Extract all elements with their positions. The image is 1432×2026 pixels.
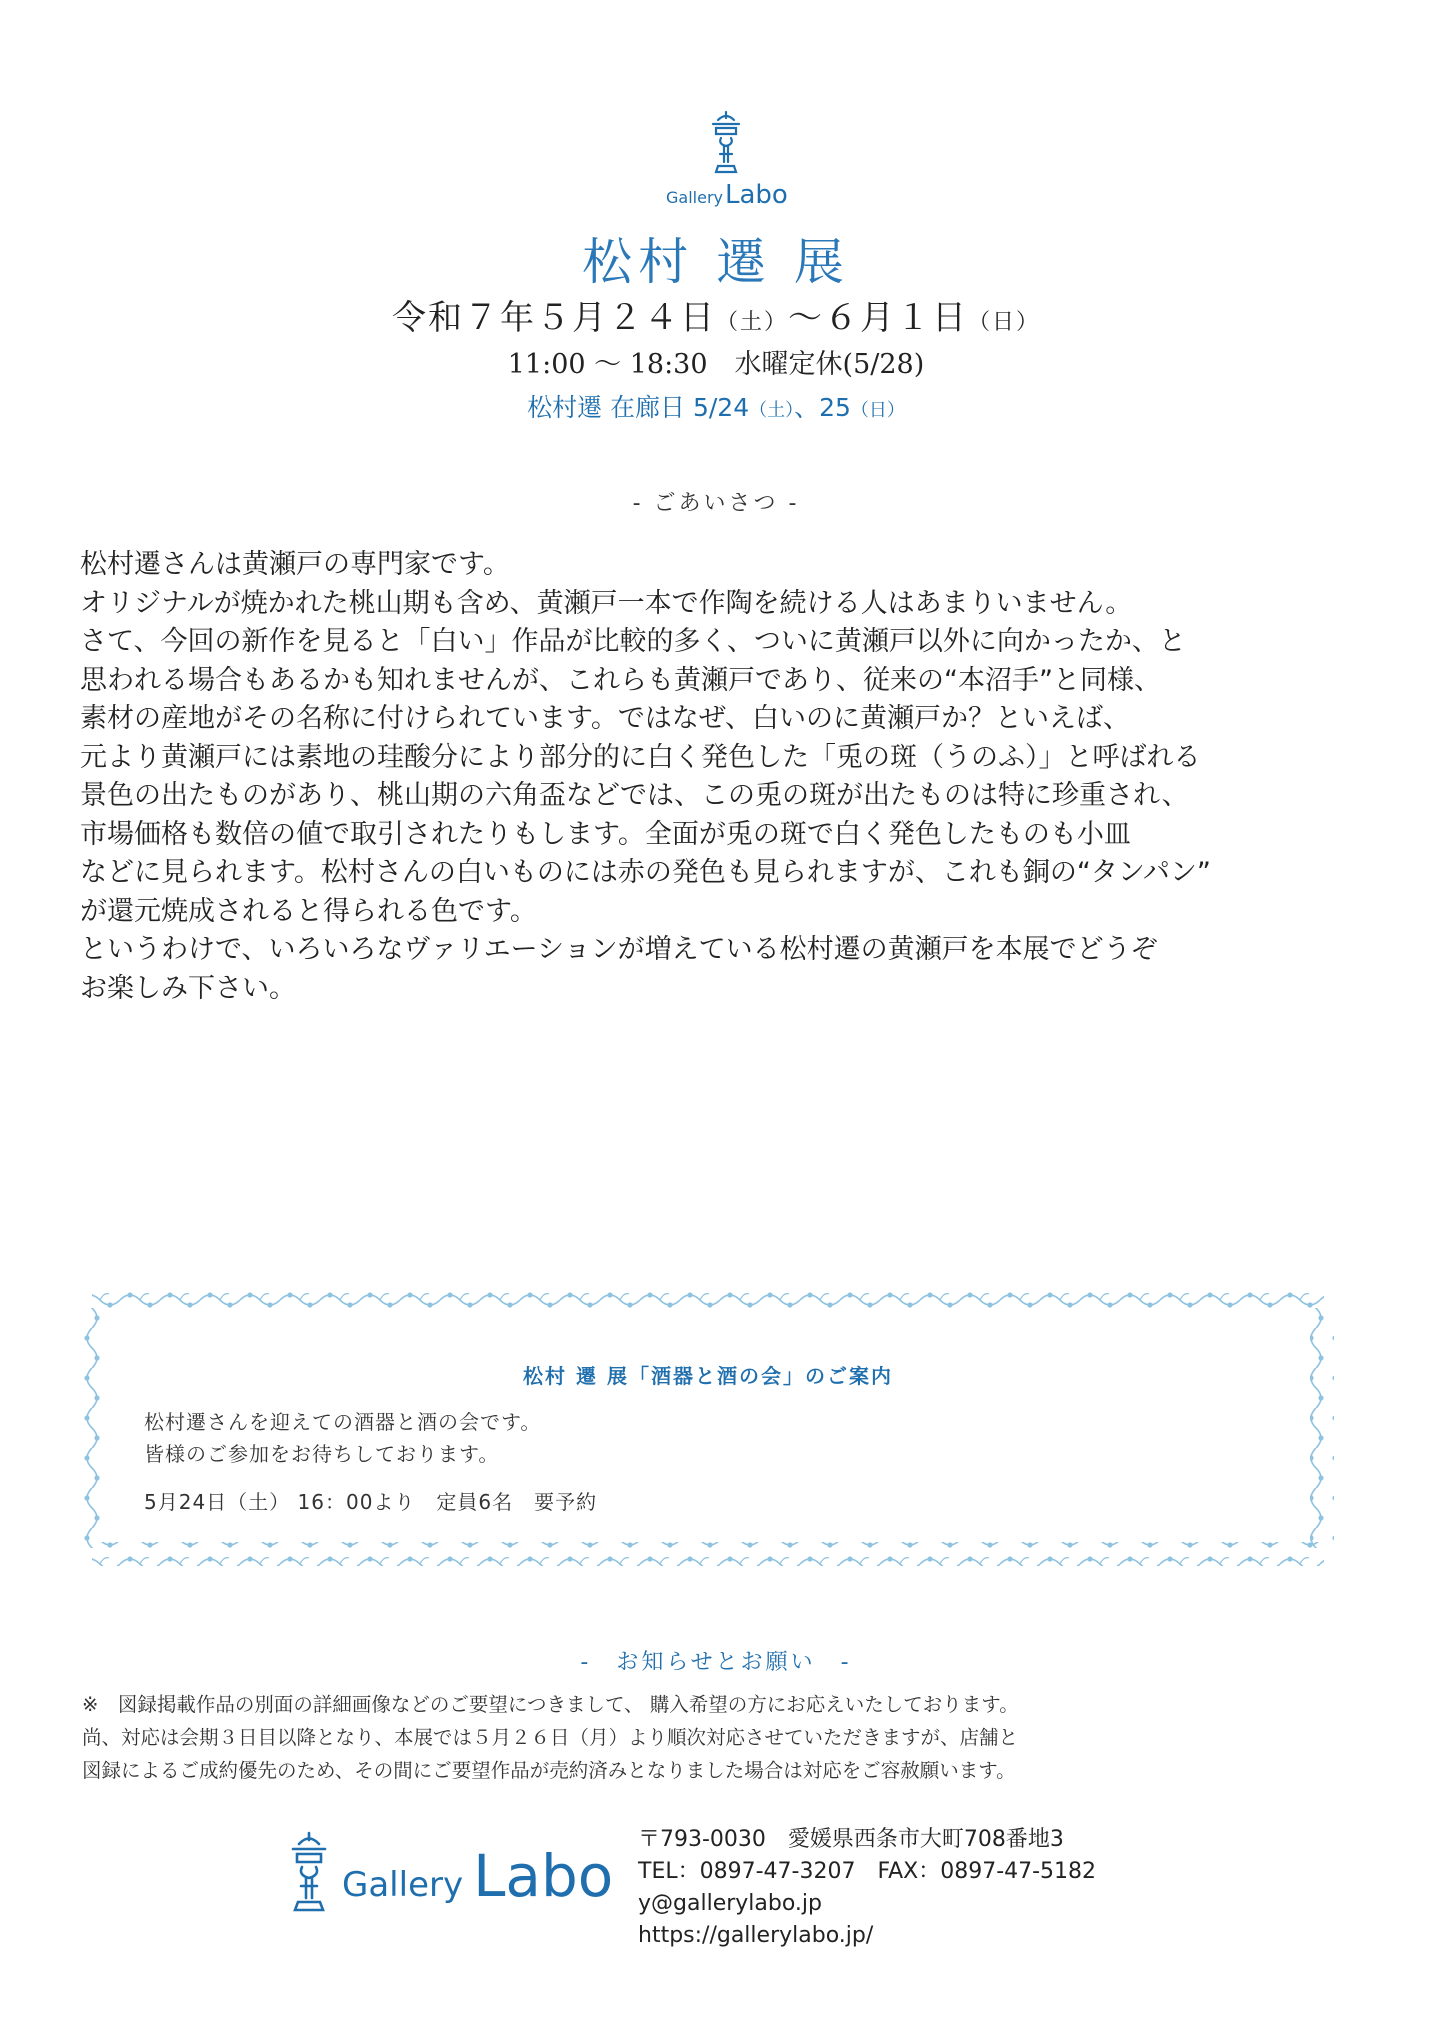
footer-brand-gallery: Gallery (342, 1865, 464, 1905)
greeting-line: 市場価格も数倍の値で取引されたりもします。全面が兎の斑で白く発色したものも小皿 (80, 818, 1131, 850)
presence-sat: （土） (749, 400, 795, 421)
presence-sun: （日） (850, 400, 905, 421)
notice-body (82, 1688, 1362, 1787)
greeting-line: が還元焼成されると得られる色です。 (80, 895, 537, 927)
gallery-logo-top (666, 110, 788, 210)
dates-sun: （日） (968, 310, 1041, 335)
greeting-line: 素材の産地がその名称に付けられています。ではなぜ、白いのに黄瀬戸か？といえば、 (80, 703, 1131, 734)
brand-gallery-text: Gallery (666, 188, 723, 207)
greeting-line: オリジナルが焼かれた桃山期も含め、黄瀬戸一本で作陶を続ける人はあまりいません。 (80, 587, 1133, 619)
lantern-logo-icon (666, 110, 786, 180)
notice-line: 尚、対応は会期３日目以降となり、本展では５月２６日（月）より順次対応させていただきますが、店舗と (82, 1726, 1019, 1749)
greeting-line: さて、今回の新作を見ると「白い」作品が比較的多く、ついに黄瀬戸以外に向かったか、と (80, 626, 1186, 657)
footer-brand-labo: Labo (473, 1842, 614, 1910)
greeting-line: 景色の出たものがあり、桃山期の六角盃などでは、この兎の斑が出たものは特に珍重され、 (80, 780, 1189, 811)
dates-sat: （土） (715, 310, 788, 335)
event-text-line1: 松村遷さんを迎えての酒器と酒の会です。 (144, 1410, 542, 1434)
greeting-line: 松村遷さんは黄瀬戸の専門家です。 (80, 549, 510, 580)
lantern-logo-icon (282, 1830, 336, 1920)
event-datetime: 5月24日（土） 16：00より 定員6名 要予約 (144, 1490, 598, 1514)
opening-hours: 11:00 〜 18:30 水曜定休(5/28) (507, 349, 925, 380)
greeting-body (80, 546, 1360, 1008)
event-text-line2: 皆様のご参加をお待ちしております。 (144, 1442, 500, 1466)
event-title: 松村 遷 展「酒器と酒の会」のご案内 (523, 1364, 893, 1388)
address: 〒793-0030 愛媛県西条市大町708番地3 (638, 1827, 1064, 1852)
event-announcement-box (80, 1288, 1336, 1568)
greeting-line: 思われる場合もあるかも知れませんが、これらも黄瀬戸であり、従来の“本沼手”と同様、 (80, 664, 1161, 696)
notice-heading: - お知らせとお願い - (580, 1650, 852, 1675)
website-link[interactable]: https://gallerylabo.jp/ (638, 1923, 874, 1948)
gallery-logo-bottom (282, 1826, 622, 1922)
greeting-line: お楽しみ下さい。 (80, 972, 296, 1004)
dates-end: 〜６月１日 (788, 298, 968, 338)
greeting-line: などに見られます。松村さんの白いものには赤の発色も見られますが、これも銅の“タンパン” (80, 857, 1211, 888)
email-link[interactable]: y@gallerylabo.jp (638, 1891, 822, 1916)
exhibition-title: 松村 遷 展 (582, 233, 850, 291)
greeting-heading: - ごあいさつ - (632, 491, 800, 516)
greeting-line: 元より黄瀬戸には素地の珪酸分により部分的に白く発色した「兎の斑（うのふ）」と呼ばれる (80, 741, 1201, 773)
brand-labo-text: Labo (724, 180, 788, 210)
dates-start: 令和７年５月２４日 (391, 298, 716, 338)
notice-line: ※ 図録掲載作品の別面の詳細画像などのご要望につきまして、 購入希望の方にお応えいたしております。 (82, 1693, 1019, 1716)
presence-main: 松村遷 在廊日 5/24 (527, 393, 750, 422)
notice-line: 図録によるご成約優先のため、その間にご要望作品が売約済みとなりました場合は対応をご容赦願います。 (82, 1759, 1016, 1782)
artist-presence-days (0, 388, 1432, 424)
exhibition-dates (0, 290, 1432, 339)
contact-info (638, 1824, 1096, 1952)
greeting-line: というわけで、いろいろなヴァリエーションが増えている松村遷の黄瀬戸を本展でどうぞ (80, 934, 1158, 965)
tel-fax: TEL：0897-47-3207 FAX：0897-47-5182 (638, 1859, 1097, 1884)
presence-mid: 、25 (794, 393, 851, 422)
